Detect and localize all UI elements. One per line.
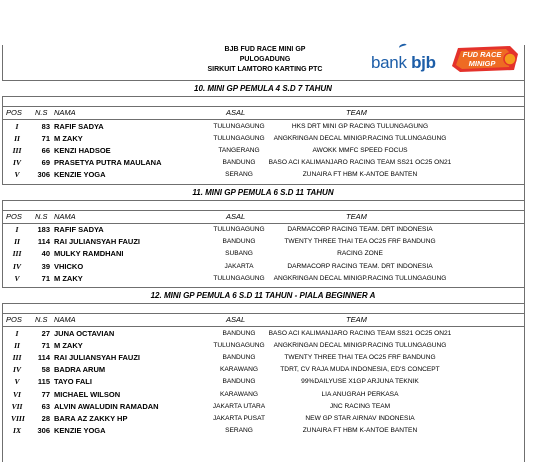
team-cell: RACING ZONE	[337, 250, 383, 258]
position-cell: II	[14, 133, 20, 143]
start-number-cell: 71	[41, 273, 50, 283]
team-cell: 99%DAILYUSE X1GP ARJUNA TEKNIK	[301, 378, 419, 386]
start-number-cell: 183	[37, 225, 50, 234]
origin-cell: KARAWANG	[220, 390, 258, 398]
origin-cell: KARAWANG	[220, 366, 258, 374]
start-number-cell: 306	[37, 170, 50, 180]
rider-name-cell: M ZAKY	[54, 273, 83, 283]
result-row	[2, 145, 524, 157]
start-number-cell: 83	[41, 121, 50, 131]
team-cell: ZUNAIRA FT HBM K-ANTOE BANTEN	[302, 171, 418, 179]
team-cell: ANGKRINGAN DECAL MINIGP.RACING TULUNGAGUNG	[273, 341, 447, 349]
team-cell: HKS DRT MINI GP RACING TULUNGAGUNG	[291, 122, 429, 130]
start-number-cell: 39	[41, 261, 50, 271]
column-header-ns: N.S	[35, 315, 48, 324]
origin-cell: SERANG	[225, 427, 253, 435]
rider-name-cell: PRASETYA PUTRA MAULANA	[54, 158, 162, 168]
origin-cell: JAKARTA UTARA	[212, 402, 266, 410]
column-header-row	[2, 313, 524, 327]
results-page: BJB FUD RACE MINI GP PULOGADUNG SIRKUIT LAMTORO KARTING PTC bank bjb FUD RACE MINIGP 10. MINI GP PEMULA 4 S.D 7 TAHUN POS N.S NAMA ASAL TEAM I 83 RAFIF SADYA TULUNGAGUNG HKS DRT MINI GP RACING TULUNGAGUNG II 71 M ZAKY TULUNGAGUNG ANGKRINGAN DECAL MINIGP.RACING TULUNGAGUNG III 66 KENZI HADSOE TANGERANG AWOKK MMFC SPEED FOCUS IV 69 PRASETYA PUTRA MAULANA BANDUNG BASO ACI KALIMANJARO RACING TEAM SS21 OC25 ON21 V 306 KENZIE YOGA SERANG ZUNAIRA FT HBM K-ANTOE BANTEN 11. MINI GP PEMULA 6 S.D 11 TAHUN POS N.S NAMA ASAL TEAM I 183 RAFIF SADYA TULUNGAGUNG DARMACORP RACING TEAM. DRT INDONESIA II 114 RAI JULIANSYAH FAUZI BANDUNG TWENTY THREE THAI TEA OC25 FRF BANDUNG III 40 MULKY RAMDHANI SUBANG RACING ZONE IV 39 VHICKO JAKARTA DARMACORP RACING TEAM. DRT INDONESIA V 71 M ZAKY TULUNGAGUNG ANGKRINGAN DECAL MINIGP.RACING TULUNGAGUNG 12. MINI GP PEMULA 6 S.D 11 TAHUN - PIALA BEGINNER A POS N.S NAMA ASAL TEAM I 27 JUNA OCTAVIAN BANDUNG BASO ACI KALIMANJARO RACING TEAM SS21 OC25 ON21 II 71 M ZAKY TULUNGAGUNG ANGKRINGAN DECAL MINIGP.RACING TULUNGAGUNG III 114 RAI JULIANSYAH FAUZI BANDUNG TWENTY THREE THAI TEA OC25 FRF BANDUNG IV 58 BADRA ARUM KARAWANG TDRT, CV RAJA MUDA INDONESIA, ED'S CONCEPT V 115 TAYO FALI BANDUNG 99%DAILYUSE X1GP ARJUNA TEKNIK VI 77 MICHAEL WILSON KARAWANG LIA ANUGRAH PERKASA VII 63 ALVIN AWALUDIN RAMADAN JAKARTA UTARA JNC RACING TEAM VIII 28 BARA AZ ZAKKY HP JAKARTA PUSAT NEW GP STAR AIRNAV INDONESIA IX 306 KENZIE YOGA SERANG ZUNAIRA FT HBM K-ANTOE BANTEN	[0, 0, 534, 462]
position-cell: IV	[13, 365, 21, 375]
column-header-name: NAMA	[54, 211, 76, 221]
column-header-pos: POS	[6, 211, 22, 221]
start-number-cell: 306	[37, 426, 50, 436]
team-cell: TWENTY THREE THAI TEA OC25 FRF BANDUNG	[284, 353, 436, 361]
rider-name-cell: MICHAEL WILSON	[54, 389, 121, 399]
column-header-pos: POS	[6, 108, 22, 117]
rider-name-cell: MULKY RAMDHANI	[54, 249, 124, 259]
result-row	[2, 352, 524, 364]
team-cell: DARMACORP RACING TEAM. DRT INDONESIA	[287, 226, 433, 233]
rider-name-cell: RAI JULIANSYAH FAUZI	[54, 352, 140, 362]
result-row	[2, 376, 524, 388]
result-row	[2, 248, 524, 260]
result-row	[2, 236, 524, 248]
team-cell: LIA ANUGRAH PERKASA	[321, 390, 399, 398]
start-number-cell: 114	[37, 352, 50, 362]
team-cell: ANGKRINGAN DECAL MINIGP.RACING TULUNGAGUNG	[273, 274, 447, 282]
start-number-cell: 27	[41, 328, 50, 338]
team-cell: BASO ACI KALIMANJARO RACING TEAM SS21 OC25 ON21	[268, 329, 452, 337]
right-border	[524, 45, 525, 462]
rider-name-cell: KENZI HADSOE	[54, 145, 111, 155]
result-row	[2, 401, 524, 413]
start-number-cell: 114	[37, 237, 50, 247]
position-cell: VI	[13, 389, 21, 399]
start-number-cell: 58	[41, 365, 50, 375]
team-cell: TDRT, CV RAJA MUDA INDONESIA, ED'S CONCEPT	[280, 366, 440, 374]
origin-cell: TULUNGAGUNG	[213, 122, 265, 130]
column-header-row	[2, 210, 524, 224]
rider-name-cell: BARA AZ ZAKKY HP	[54, 413, 128, 423]
team-cell: NEW GP STAR AIRNAV INDONESIA	[305, 414, 415, 422]
category-title: 10. MINI GP PEMULA 4 S.D 7 TAHUN	[2, 80, 524, 97]
position-cell: V	[14, 377, 20, 387]
start-number-cell: 66	[41, 145, 50, 155]
result-row	[2, 413, 524, 425]
position-cell: I	[15, 328, 19, 338]
column-header-row	[2, 106, 524, 120]
position-cell: IX	[13, 426, 21, 436]
position-cell: III	[12, 249, 22, 259]
result-row	[2, 261, 524, 273]
column-header-asal: ASAL	[226, 315, 246, 324]
result-row	[2, 169, 524, 181]
position-cell: I	[15, 121, 19, 131]
result-row	[2, 328, 524, 340]
event-location: PULOGADUNG	[239, 56, 291, 63]
origin-cell: BANDUNG	[222, 378, 256, 386]
svg-text:FUD RACE: FUD RACE	[462, 50, 502, 59]
rider-name-cell: JUNA OCTAVIAN	[54, 328, 115, 338]
rider-name-cell: TAYO FALI	[54, 377, 92, 387]
team-cell: AWOKK MMFC SPEED FOCUS	[312, 146, 408, 154]
start-number-cell: 69	[41, 158, 50, 168]
column-header-ns: N.S	[35, 108, 48, 117]
column-header-name: NAMA	[54, 108, 76, 117]
svg-text:MINIGP: MINIGP	[468, 59, 496, 68]
position-cell: III	[12, 145, 22, 155]
rider-name-cell: BADRA ARUM	[54, 365, 106, 375]
position-cell: III	[12, 352, 22, 362]
rider-name-cell: RAI JULIANSYAH FAUZI	[54, 237, 140, 247]
rider-name-cell: VHICKO	[54, 261, 84, 271]
team-cell: JNC RACING TEAM	[329, 402, 391, 410]
result-row	[2, 389, 524, 401]
rider-name-cell: M ZAKY	[54, 340, 83, 350]
category-title: 11. MINI GP PEMULA 6 S.D 11 TAHUN	[2, 184, 524, 201]
team-cell: BASO ACI KALIMANJARO RACING TEAM SS21 OC25 ON21	[268, 159, 452, 167]
start-number-cell: 77	[41, 389, 50, 399]
result-row	[2, 425, 524, 437]
origin-cell: SERANG	[225, 171, 253, 179]
position-cell: IV	[13, 261, 21, 271]
start-number-cell: 71	[41, 340, 50, 350]
start-number-cell: 28	[41, 413, 50, 423]
start-number-cell: 71	[41, 133, 50, 143]
origin-cell: TULUNGAGUNG	[213, 274, 265, 282]
fud-race-minigp-logo	[448, 44, 520, 74]
start-number-cell: 40	[41, 249, 50, 259]
result-row	[2, 273, 524, 285]
position-cell: VII	[11, 401, 23, 411]
position-cell: V	[14, 170, 20, 180]
origin-cell: TULUNGAGUNG	[213, 226, 265, 233]
result-row	[2, 121, 524, 133]
team-cell: TWENTY THREE THAI TEA OC25 FRF BANDUNG	[284, 238, 436, 246]
position-cell: VIII	[11, 413, 25, 423]
column-header-pos: POS	[6, 315, 22, 324]
rider-name-cell: RAFIF SADYA	[54, 225, 104, 234]
origin-cell: SUBANG	[225, 250, 253, 258]
result-row	[2, 340, 524, 352]
start-number-cell: 63	[41, 401, 50, 411]
rider-name-cell: ALVIN AWALUDIN RAMADAN	[54, 401, 159, 411]
origin-cell: TULUNGAGUNG	[213, 341, 265, 349]
column-header-asal: ASAL	[226, 108, 246, 117]
origin-cell: BANDUNG	[222, 238, 256, 246]
origin-cell: JAKARTA	[224, 262, 254, 270]
rider-name-cell: RAFIF SADYA	[54, 121, 104, 131]
origin-cell: BANDUNG	[222, 353, 256, 361]
team-cell: ZUNAIRA FT HBM K-ANTOE BANTEN	[302, 427, 418, 435]
column-header-team: TEAM	[346, 211, 367, 221]
column-header-ns: N.S	[35, 211, 48, 221]
column-header-team: TEAM	[346, 108, 367, 117]
origin-cell: BANDUNG	[222, 329, 256, 337]
column-header-name: NAMA	[54, 315, 76, 324]
rider-name-cell: KENZIE YOGA	[54, 170, 106, 180]
column-header-asal: ASAL	[226, 211, 246, 221]
team-cell: DARMACORP RACING TEAM. DRT INDONESIA	[287, 262, 433, 270]
position-cell: II	[14, 237, 20, 247]
origin-cell: TULUNGAGUNG	[213, 134, 265, 142]
result-row	[2, 364, 524, 376]
origin-cell: JAKARTA PUSAT	[212, 414, 266, 422]
rider-name-cell: KENZIE YOGA	[54, 426, 106, 436]
position-cell: V	[14, 273, 20, 283]
origin-cell: TANGERANG	[218, 146, 260, 154]
event-title: BJB FUD RACE MINI GP	[224, 46, 306, 53]
origin-cell: BANDUNG	[222, 159, 256, 167]
team-cell: ANGKRINGAN DECAL MINIGP.RACING TULUNGAGUNG	[273, 134, 447, 142]
rider-name-cell: M ZAKY	[54, 133, 83, 143]
position-cell: II	[14, 340, 20, 350]
column-header-team: TEAM	[346, 315, 367, 324]
start-number-cell: 115	[37, 377, 50, 387]
result-row	[2, 157, 524, 169]
result-row	[2, 224, 524, 236]
result-row	[2, 133, 524, 145]
position-cell: IV	[13, 158, 21, 168]
category-title: 12. MINI GP PEMULA 6 S.D 11 TAHUN - PIALA BEGINNER A	[2, 287, 524, 304]
event-circuit: SIRKUIT LAMTORO KARTING PTC	[207, 66, 323, 73]
position-cell: I	[15, 225, 19, 234]
